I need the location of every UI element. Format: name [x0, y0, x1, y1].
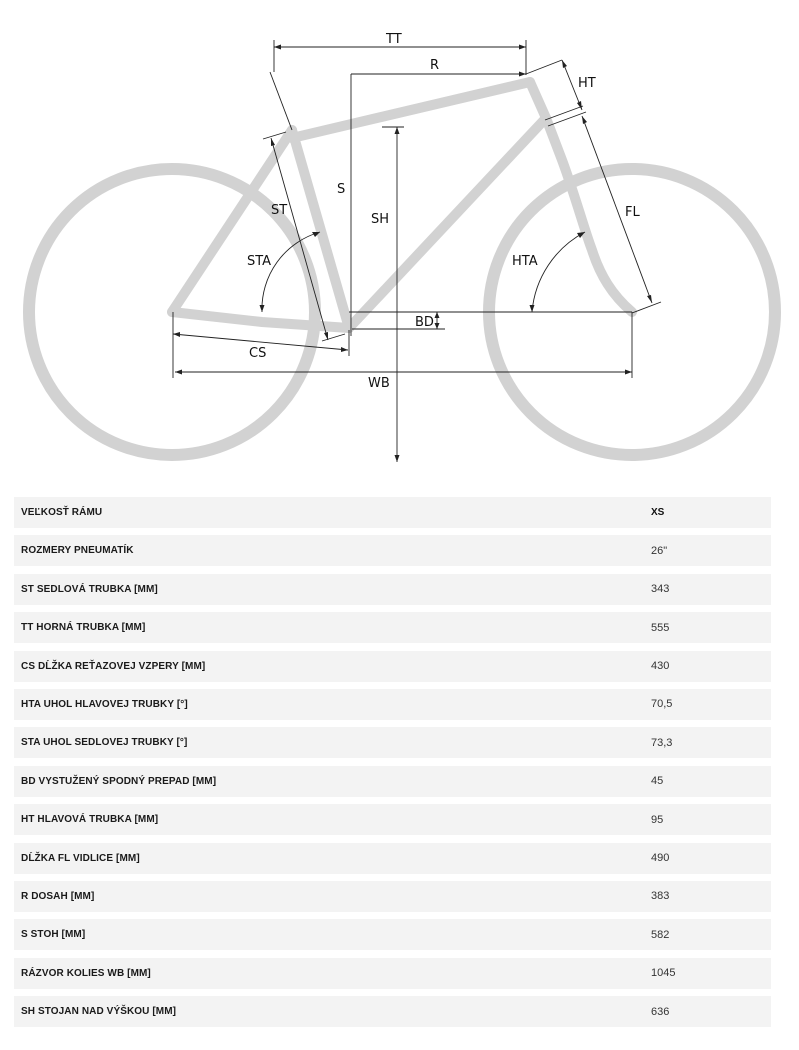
- table-row: [14, 612, 771, 643]
- row-value: 555: [651, 621, 670, 634]
- table-row: [14, 535, 771, 566]
- sh-label: SH: [371, 212, 390, 227]
- table-row: [14, 843, 771, 874]
- row-label: ROZMERY PNEUMATÍK: [21, 545, 134, 557]
- cs-label: CS: [249, 346, 267, 361]
- fl-dimension: [582, 116, 661, 313]
- table-row: [14, 727, 771, 758]
- table-row: [14, 689, 771, 720]
- row-label: BD VYSTUŽENÝ SPODNÝ PREPAD [MM]: [21, 775, 217, 787]
- s-label: S: [337, 182, 346, 197]
- row-label: S STOH [MM]: [21, 929, 86, 941]
- hta-label: HTA: [512, 254, 538, 269]
- row-value: 26": [651, 544, 668, 557]
- sta-label: STA: [247, 254, 272, 269]
- st-label: ST: [271, 203, 288, 218]
- row-label: HTA UHOL HLAVOVEJ TRUBKY [°]: [21, 698, 188, 710]
- row-label: STA UHOL SEDLOVEJ TRUBKY [°]: [21, 737, 188, 749]
- frame-size-value: XS: [651, 507, 665, 518]
- row-label: TT HORNÁ TRUBKA [MM]: [21, 622, 146, 634]
- row-label: SH STOJAN NAD VÝŠKOU [MM]: [21, 1006, 177, 1018]
- row-value: 636: [651, 1005, 670, 1018]
- tt-label: TT: [386, 32, 402, 47]
- geometry-table: [14, 497, 771, 1034]
- row-label: DĹŽKA FL VIDLICE [MM]: [21, 852, 140, 864]
- fl-label: FL: [625, 205, 640, 220]
- bd-label: BD: [415, 315, 434, 330]
- row-value: 45: [651, 775, 664, 788]
- row-label: R DOSAH [MM]: [21, 890, 95, 902]
- row-label: RÁZVOR KOLIES WB [MM]: [21, 967, 151, 979]
- table-row: [14, 958, 771, 989]
- row-value: 343: [651, 583, 670, 596]
- table-row: [14, 804, 771, 835]
- row-value: 95: [651, 813, 664, 826]
- table-row: [14, 574, 771, 605]
- table-header-row: [14, 497, 771, 528]
- row-value: 1045: [651, 967, 676, 980]
- frame-size-label: VEĽKOSŤ RÁMU: [21, 507, 103, 518]
- row-label: ST SEDLOVÁ TRUBKA [MM]: [21, 583, 158, 595]
- bike-frame: [172, 82, 632, 328]
- ht-label: HT: [578, 76, 596, 91]
- row-value: 582: [651, 928, 670, 941]
- wb-label: WB: [368, 376, 390, 391]
- table-row: [14, 651, 771, 682]
- table-row: [14, 881, 771, 912]
- table-row: [14, 766, 771, 797]
- row-value: 383: [651, 890, 670, 903]
- row-label: CS DĹŽKA REŤAZOVEJ VZPERY [MM]: [21, 660, 206, 672]
- row-value: 73,3: [651, 736, 673, 749]
- r-label: R: [430, 58, 440, 73]
- row-value: 490: [651, 852, 670, 865]
- table-row: [14, 919, 771, 950]
- row-value: 430: [651, 660, 670, 673]
- row-value: 70,5: [651, 698, 673, 711]
- table-row: [14, 996, 771, 1027]
- row-label: HT HLAVOVÁ TRUBKA [MM]: [21, 814, 159, 826]
- bike-geometry-diagram: [0, 0, 799, 475]
